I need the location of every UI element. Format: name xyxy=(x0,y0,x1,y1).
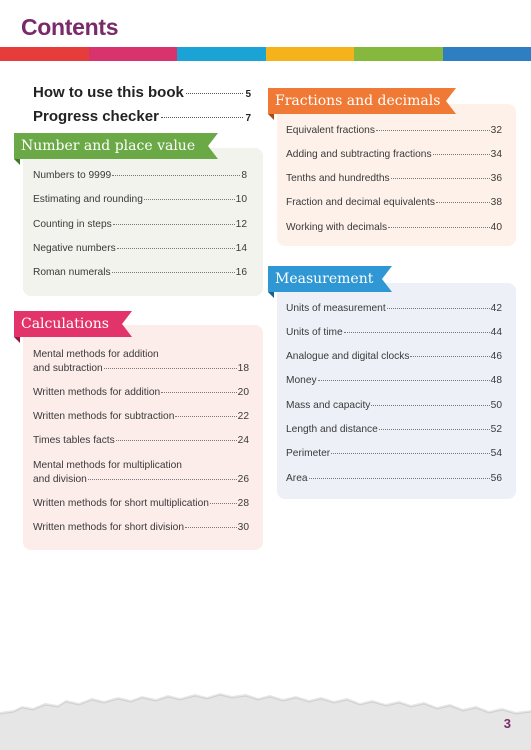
toc-entry-page: 22 xyxy=(237,411,249,422)
toc-entry[interactable] xyxy=(33,169,247,183)
toc-entry-page: 18 xyxy=(237,363,249,374)
toc-entry[interactable] xyxy=(286,472,502,486)
toc-entry-page: 52 xyxy=(490,424,502,435)
toc-entry-label: Mental methods for multiplication xyxy=(33,460,182,471)
toc-entry[interactable] xyxy=(286,423,502,437)
toc-entry[interactable] xyxy=(33,434,249,448)
toc-entry-page: 8 xyxy=(241,170,247,181)
toc-entry-label: Equivalent fractions xyxy=(286,125,375,136)
toc-entry-page: 5 xyxy=(245,89,251,100)
toc-entry-page: 7 xyxy=(245,113,251,124)
section-title-fractions: Fractions and decimals xyxy=(275,93,441,109)
toc-entry-page: 50 xyxy=(490,400,502,411)
dot-leader xyxy=(116,440,237,441)
toc-entry-label: How to use this book xyxy=(33,84,184,101)
toc-entry-label: Written methods for short division xyxy=(33,522,184,533)
toc-entry-label: Negative numbers xyxy=(33,243,116,254)
toc-entry-label-line2: and division xyxy=(33,474,87,485)
toc-entry-label: Numbers to 9999 xyxy=(33,170,112,181)
section-title-measurement: Measurement xyxy=(275,271,374,287)
dot-leader xyxy=(117,248,235,249)
stripe-segment-blue xyxy=(177,47,266,61)
stripe-segment-pink xyxy=(89,47,178,61)
dot-leader xyxy=(104,368,237,369)
toc-entry-label: Units of measurement xyxy=(286,303,386,314)
toc-entry-page: 16 xyxy=(235,267,247,278)
dot-leader xyxy=(410,356,489,357)
toc-entry-label: Money xyxy=(286,375,317,386)
toc-entry-page: 42 xyxy=(490,303,502,314)
toc-entry[interactable] xyxy=(33,242,247,256)
toc-entry-page: 24 xyxy=(237,435,249,446)
color-stripe xyxy=(0,47,531,61)
toc-entry-label: Fraction and decimal equivalents xyxy=(286,197,435,208)
dot-leader xyxy=(113,224,235,225)
toc-entry-page: 30 xyxy=(237,522,249,533)
toc-entry-page: 28 xyxy=(237,498,249,509)
toc-entry[interactable] xyxy=(286,326,502,340)
toc-entry[interactable] xyxy=(286,399,502,413)
dot-leader xyxy=(331,453,489,454)
toc-entry-label: Progress checker xyxy=(33,108,159,125)
dot-leader xyxy=(371,405,489,406)
toc-entry[interactable] xyxy=(286,302,502,316)
section-title-number: Number and place value xyxy=(21,138,196,154)
toc-entry-page: 34 xyxy=(490,149,502,160)
toc-entry-label: Roman numerals xyxy=(33,267,111,278)
toc-entry[interactable] xyxy=(33,266,247,280)
stripe-segment-red xyxy=(0,47,89,61)
toc-entry[interactable] xyxy=(286,196,502,210)
toc-entry-label: Analogue and digital clocks xyxy=(286,351,410,362)
toc-entry-page: 48 xyxy=(490,375,502,386)
toc-entry-page: 10 xyxy=(235,194,247,205)
toc-entry[interactable] xyxy=(286,350,502,364)
toc-entry[interactable] xyxy=(286,172,502,186)
toc-entry[interactable] xyxy=(33,521,249,535)
dot-leader xyxy=(186,93,244,94)
stripe-segment-green xyxy=(354,47,443,61)
toc-entry-label: Times tables facts xyxy=(33,435,115,446)
dot-leader xyxy=(161,392,236,393)
toc-entry[interactable] xyxy=(33,218,247,232)
dot-leader xyxy=(144,199,235,200)
dot-leader xyxy=(112,175,240,176)
toc-entry-label: Estimating and rounding xyxy=(33,194,143,205)
torn-paper-edge xyxy=(0,690,531,750)
dot-leader xyxy=(391,178,490,179)
toc-entry[interactable] xyxy=(286,447,502,461)
toc-entry-progress-checker[interactable] xyxy=(33,108,251,125)
toc-entry-label: Working with decimals xyxy=(286,222,388,233)
toc-entry-page: 56 xyxy=(490,473,502,484)
stripe-segment-dark-blue xyxy=(443,47,531,61)
dot-leader xyxy=(388,227,490,228)
toc-entry[interactable] xyxy=(33,497,249,511)
toc-entry-page: 40 xyxy=(490,222,502,233)
toc-entry-page: 20 xyxy=(237,387,249,398)
dot-leader xyxy=(210,503,237,504)
toc-entry-label: Written methods for subtraction xyxy=(33,411,175,422)
dot-leader xyxy=(161,117,244,118)
toc-entry[interactable] xyxy=(33,386,249,400)
toc-entry-label: Counting in steps xyxy=(33,219,112,230)
toc-entry-how-to-use[interactable] xyxy=(33,84,251,101)
toc-entry-label: Area xyxy=(286,473,308,484)
page-number: 3 xyxy=(503,716,511,731)
toc-entry-label: Adding and subtracting fractions xyxy=(286,149,432,160)
dot-leader xyxy=(433,154,490,155)
toc-entry-page: 12 xyxy=(235,219,247,230)
dot-leader xyxy=(376,130,490,131)
dot-leader xyxy=(175,416,236,417)
toc-entry-label: Written methods for short multiplication xyxy=(33,498,209,509)
toc-entry-label: Written methods for addition xyxy=(33,387,161,398)
toc-entry-label-line2: and subtraction xyxy=(33,363,103,374)
toc-entry-page: 36 xyxy=(490,173,502,184)
toc-entry-page: 38 xyxy=(490,197,502,208)
dot-leader xyxy=(344,332,490,333)
dot-leader xyxy=(379,429,490,430)
toc-entry-page: 14 xyxy=(235,243,247,254)
dot-leader xyxy=(436,202,490,203)
toc-entry-label: Mass and capacity xyxy=(286,400,371,411)
toc-entry-page: 46 xyxy=(490,351,502,362)
dot-leader xyxy=(318,380,490,381)
dot-leader xyxy=(309,478,490,479)
toc-entry-page: 32 xyxy=(490,125,502,136)
toc-entry-label: Perimeter xyxy=(286,448,331,459)
toc-entry-page: 44 xyxy=(490,327,502,338)
page-title: Contents xyxy=(21,14,119,40)
toc-entry-label: Tenths and hundredths xyxy=(286,173,390,184)
toc-entry-page: 26 xyxy=(237,474,249,485)
section-title-calculations: Calculations xyxy=(21,316,109,332)
toc-entry[interactable] xyxy=(286,221,502,235)
toc-entry[interactable] xyxy=(33,348,249,376)
stripe-segment-yellow xyxy=(266,47,355,61)
toc-entry[interactable] xyxy=(286,374,502,388)
toc-entry[interactable] xyxy=(33,459,249,487)
toc-entry-label: Units of time xyxy=(286,327,343,338)
toc-entry[interactable] xyxy=(33,410,249,424)
dot-leader xyxy=(88,479,237,480)
toc-entry-page: 54 xyxy=(490,448,502,459)
toc-entry[interactable] xyxy=(286,148,502,162)
toc-entry-label: Mental methods for addition xyxy=(33,349,159,360)
dot-leader xyxy=(185,527,237,528)
dot-leader xyxy=(112,272,235,273)
toc-entry[interactable] xyxy=(286,124,502,138)
toc-entry-label: Length and distance xyxy=(286,424,378,435)
dot-leader xyxy=(387,308,490,309)
toc-entry[interactable] xyxy=(33,193,247,207)
